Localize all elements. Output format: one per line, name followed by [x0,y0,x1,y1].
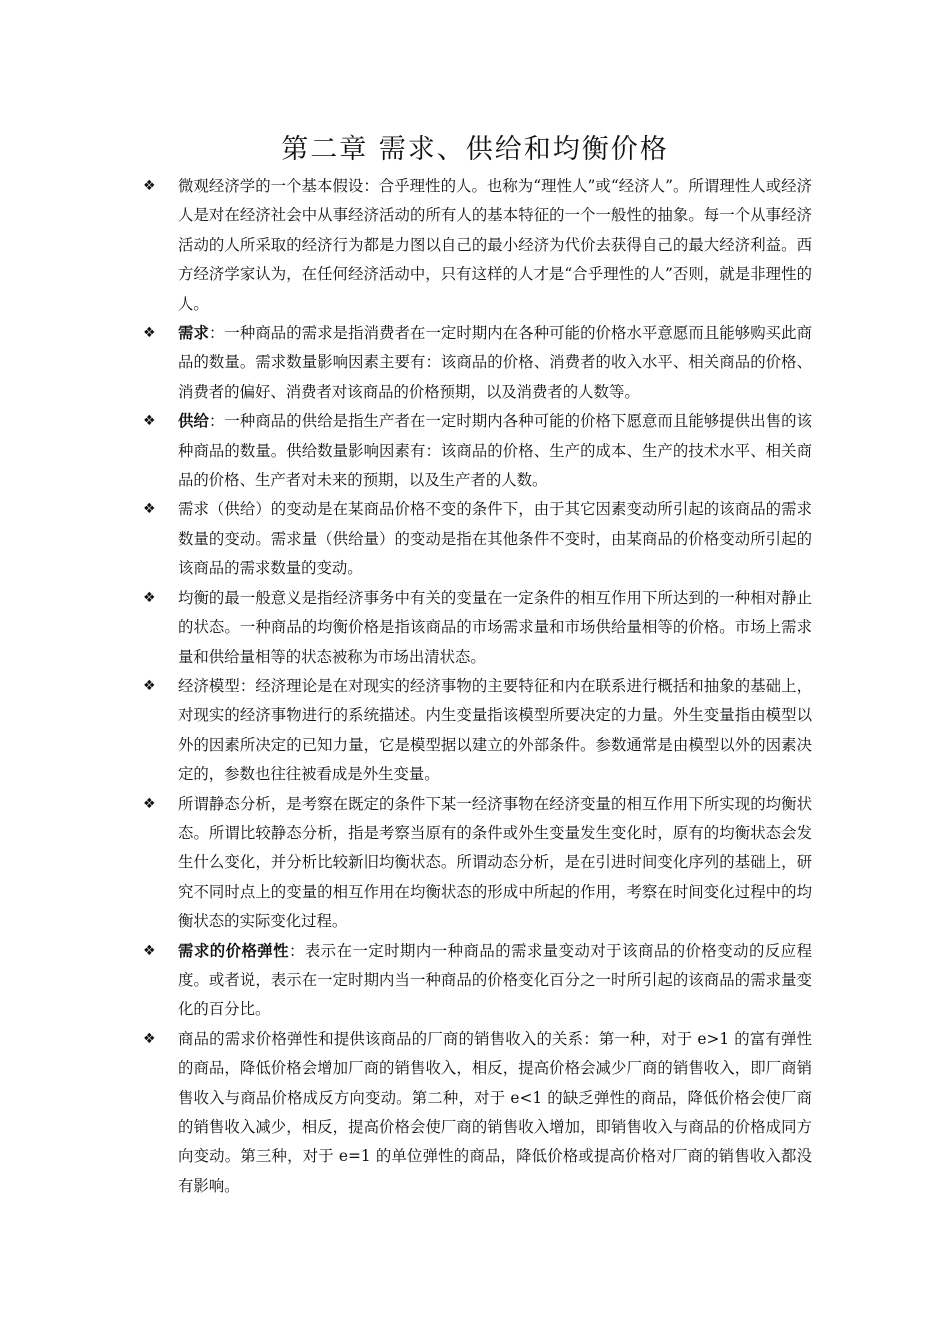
list-item [140,172,812,319]
diamond-bullet-icon: ❖ [143,677,156,694]
diamond-bullet-icon: ❖ [143,1030,156,1047]
item-text: ：一种商品的供给是指生产者在一定时期内各种可能的价格下愿意而且能够提供出售的该种商品的数量。供给数量影响因素有：该商品的价格、生产的成本、生产的技术水平、相关商品的价格、生产者对未来的预期，以及生产者的人数。 [178,412,812,490]
item-text: ：一种商品的需求是指消费者在一定时期内在各种可能的价格水平意愿而且能够购买此商品的数量。需求数量影响因素主要有：该商品的价格、消费者的收入水平、相关商品的价格、消费者的偏好、消费者对该商品的价格预期，以及消费者的人数等。 [178,324,812,401]
item-term: 供给 [178,412,209,431]
diamond-bullet-icon: ❖ [143,178,156,194]
diamond-bullet-icon: ❖ [143,795,156,812]
list-item [140,1025,812,1201]
list-item [140,407,812,495]
list-item [140,672,812,790]
list-item [140,937,812,1025]
item-term: 需求 [178,324,209,343]
item-text: 均衡的最一般意义是指经济事务中有关的变量在一定条件的相互作用下所达到的一种相对静止的状态。一种商品的均衡价格是指该商品的市场需求量和市场供给量相等的价格。市场上需求量和供给量相等的状态被称为市场出清状态。 [178,588,812,666]
diamond-bullet-icon: ❖ [143,942,156,959]
list-item [140,319,812,407]
item-text: ：表示在一定时期内一种商品的需求量变动对于该商品的价格变动的反应程度。或者说，表示在一定时期内当一种商品的价格变化百分之一时所引起的该商品的需求量变化的百分比。 [178,941,812,1019]
diamond-bullet-icon: ❖ [143,589,156,606]
diamond-bullet-icon: ❖ [143,501,156,518]
list-item [140,790,812,937]
chapter-title: 第二章 需求、供给和均衡价格 [281,134,669,165]
bullet-list [140,172,812,1201]
list-item [140,584,812,672]
item-text: 需求（供给）的变动是在某商品价格不变的条件下，由于其它因素变动所引起的该商品的需求数量的变动。需求量（供给量）的变动是指在其他条件不变时，由某商品的价格变动所引起的该商品的需求数量的变动。 [178,500,812,578]
list-item [140,495,812,583]
diamond-bullet-icon: ❖ [143,413,156,430]
item-term: 需求的价格弹性 [178,941,290,960]
diamond-bullet-icon: ❖ [143,325,156,342]
item-text: 微观经济学的一个基本假设：合乎理性的人。也称为“理性人”或“经济人”。所谓理性人或经济人是对在经济社会中从事经济活动的所有人的基本特征的一个一般性的抽象。每一个从事经济活动的人所采取的经济行为都是力图以自己的最小经济为代价去获得自己的最大经济利益。西方经济学家认为，在任何经济活动中，只有这样的人才是“合乎理性的人”否则，就是非理性的人。 [178,177,812,313]
item-text: 所谓静态分析，是考察在既定的条件下某一经济事物在经济变量的相互作用下所实现的均衡状态。所谓比较静态分析，指是考察当原有的条件或外生变量发生变化时，原有的均衡状态会发生什么变化，并分析比较新旧均衡状态。所谓动态分析，是在引进时间变化序列的基础上，研究不同时点上的变量的相互作用在均衡状态的形成中所起的作用，考察在时间变化过程中的均衡状态的实际变化过程。 [178,794,812,931]
item-text: 经济模型：经济理论是在对现实的经济事物的主要特征和内在联系进行概括和抽象的基础上，对现实的经济事物进行的系统描述。内生变量指该模型所要决定的力量。外生变量指由模型以外的因素所决定的已知力量，它是模型据以建立的外部条件。参数通常是由模型以外的因素决定的，参数也往往被看成是外生变量。 [178,676,812,784]
item-text: 商品的需求价格弹性和提供该商品的厂商的销售收入的关系：第一种，对于 e>1 的富有弹性的商品，降低价格会增加厂商的销售收入，相反，提高价格会减少厂商的销售收入，即厂商销售收入与商品价格成反方向变动。第二种，对于 e<1 的缺乏弹性的商品，降低价格会使厂商的销售收入减少，相反，提高价格会使厂商的销售收入增加，即销售收入与商品的价格成同方向变动。第三种，对于 e=1 的单位弹性的商品，降低价格或提高价格对厂商的销售收入都没有影响。 [178,1029,812,1195]
